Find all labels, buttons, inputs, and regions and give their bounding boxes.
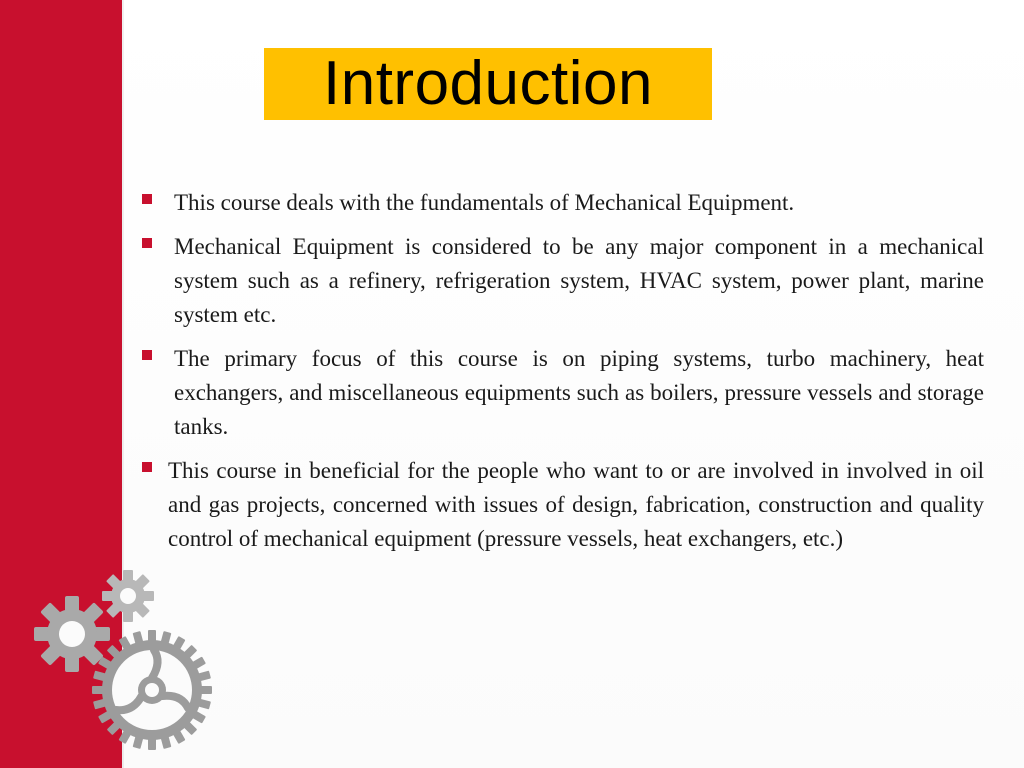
gears-icon: [30, 570, 220, 760]
small-gear-icon: [102, 570, 154, 622]
bullet-text: Mechanical Equipment is considered to be any major component in a mechanical system such as a refinery, refrigeration system, HVAC system, power plant, marine system etc.: [174, 234, 984, 327]
square-bullet-icon: [142, 194, 152, 204]
bullet-item: [134, 186, 984, 220]
bullet-list: [134, 186, 984, 566]
slide-title: Introduction: [323, 49, 653, 118]
square-bullet-icon: [142, 238, 152, 248]
square-bullet-icon: [142, 350, 152, 360]
bullet-item: [134, 230, 984, 332]
large-gear-icon: [92, 630, 212, 750]
bullet-item: [134, 454, 984, 556]
bullet-text: This course deals with the fundamentals of Mechanical Equipment.: [174, 190, 795, 215]
square-bullet-icon: [142, 462, 152, 472]
medium-gear-icon: [34, 596, 110, 672]
bullet-item: [134, 342, 984, 444]
bullet-text: The primary focus of this course is on piping systems, turbo machinery, heat exchangers, and miscellaneous equipments such as boilers, pressure vessels and storage tanks.: [174, 346, 984, 439]
bullet-text: This course in beneficial for the people who want to or are involved in involved in oil and gas projects, concerned with issues of design, fabrication, construction and quality control of mechanical equipment (pressure vessels, heat exchangers, etc.): [168, 458, 984, 551]
